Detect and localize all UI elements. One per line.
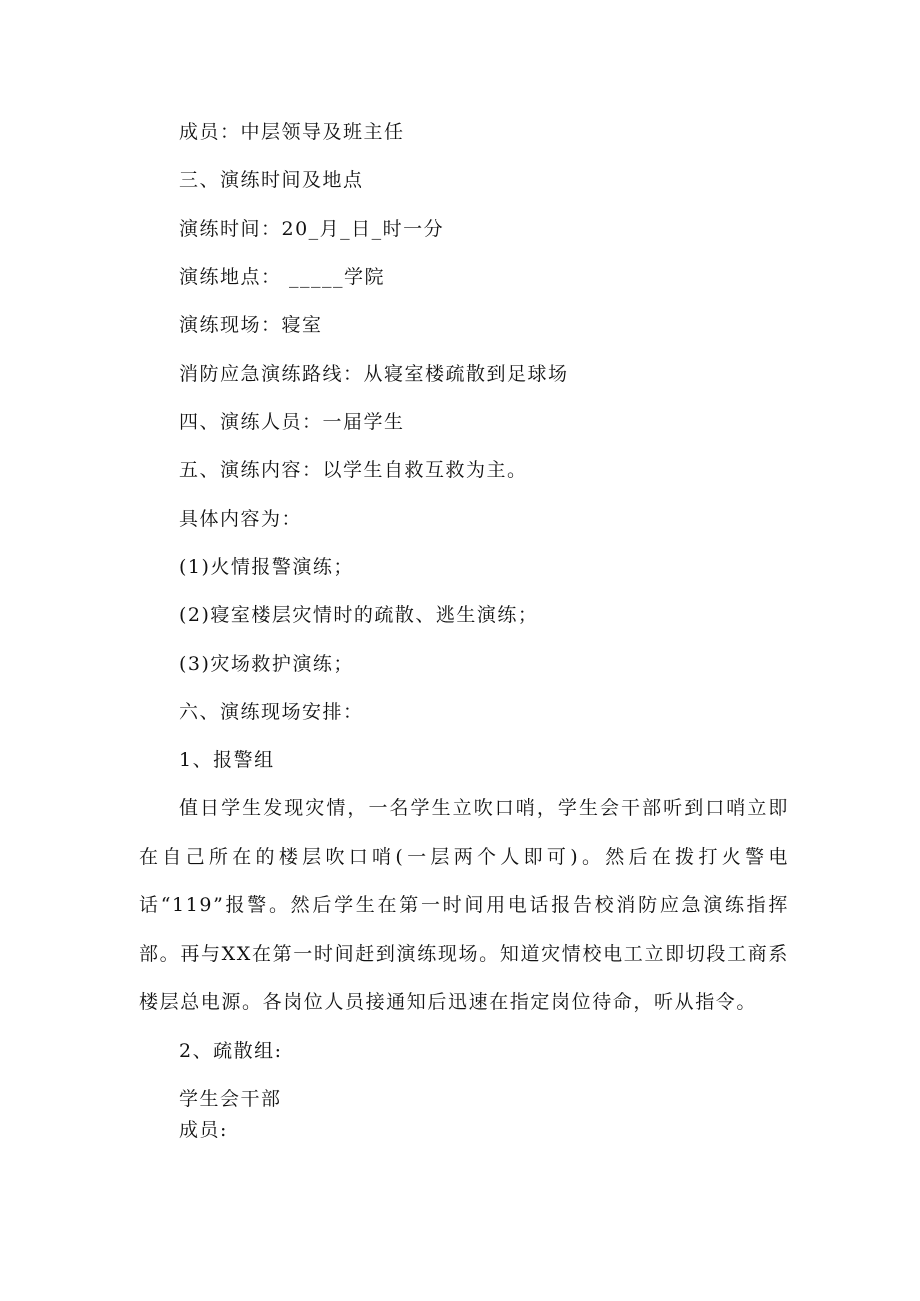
student-union-line: 学生会干部 — [179, 1088, 282, 1110]
alarm-group-heading: 1、报警组 — [179, 749, 275, 771]
section-five-heading: 五、演练内容：以学生自救互救为主。 — [179, 459, 528, 481]
drill-site-line: 演练现场：寝室 — [179, 314, 323, 336]
members-line: 成员：中层领导及班主任 — [179, 121, 405, 143]
alarm-group-paragraph: 值日学生发现灾情，一名学生立吹口哨，学生会干部听到口哨立即在自己所在的楼层吹口哨(一层两个人即可)。然后在拨打火警电话“119”报警。然后学生在第一时间用电话报告校消防应急演练指挥部。再与XX在第一时间赶到演练现场。知道灾情校电工立即切段工商系楼层总电源。各岗位人员接通知后迅速在指定岗位待命，听从指令。 — [139, 797, 789, 1013]
section-four-heading: 四、演练人员：一届学生 — [179, 411, 405, 433]
drill-time-line: 演练时间：20_月_日_时一分 — [179, 218, 445, 240]
members-label: 成员: — [179, 1119, 228, 1141]
section-three-heading: 三、演练时间及地点 — [179, 169, 364, 191]
drill-location-line: 演练地点： _____学院 — [179, 266, 386, 288]
list-item-evacuation: (2)寝室楼层灾情时的疏散、逃生演练； — [179, 604, 539, 626]
evacuation-route-line: 消防应急演练路线：从寝室楼疏散到足球场 — [179, 363, 569, 385]
section-six-heading: 六、演练现场安排： — [179, 701, 364, 723]
list-item-rescue: (3)灾场救护演练； — [179, 653, 354, 675]
list-item-fire-alarm: (1)火情报警演练； — [179, 556, 354, 578]
evacuation-group-heading: 2、疏散组: — [179, 1040, 283, 1062]
specific-content-label: 具体内容为： — [179, 508, 303, 530]
